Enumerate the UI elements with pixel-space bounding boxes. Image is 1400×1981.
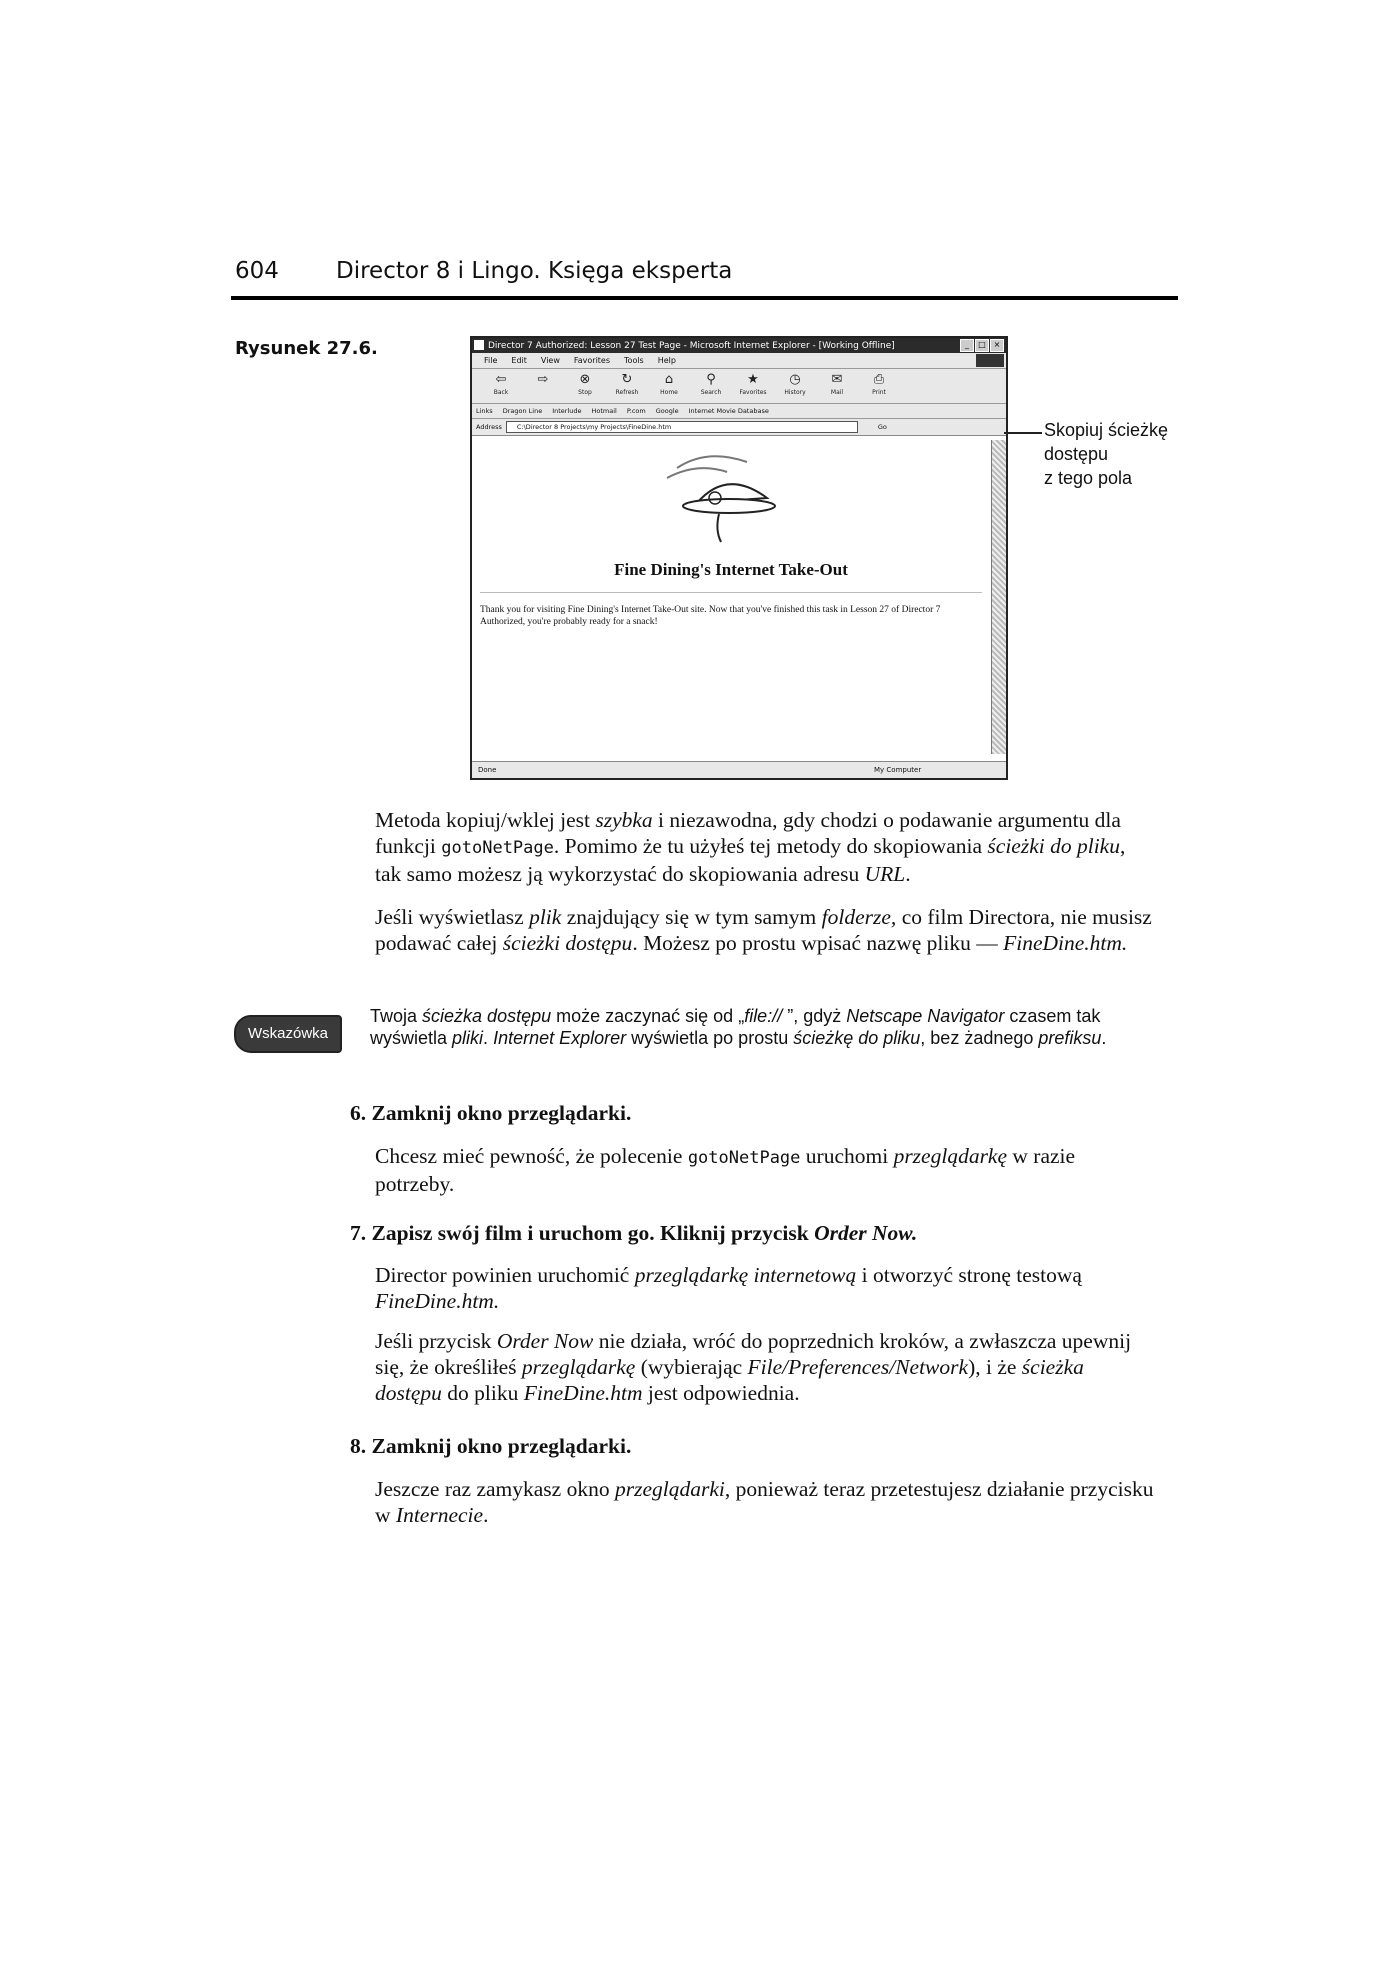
address-label: Address: [476, 423, 502, 431]
refresh-button[interactable]: ↻ Refresh: [615, 372, 639, 396]
forward-button[interactable]: [526, 369, 560, 403]
menu-view[interactable]: View: [540, 356, 560, 365]
links-label: Links: [476, 407, 493, 415]
tip-badge: Wskazówka: [234, 1015, 342, 1053]
browser-toolbar: [472, 369, 1006, 404]
windows-logo-icon: [976, 354, 1004, 367]
address-bar: [472, 419, 1006, 436]
page-divider: [480, 592, 982, 593]
links-bar: [472, 404, 1006, 419]
history-icon: ◷: [789, 372, 801, 387]
page-number: 604: [235, 258, 279, 284]
back-button[interactable]: ⇦ Back: [493, 372, 509, 396]
step-6-heading: 6. Zamknij okno przeglądarki.: [350, 1101, 632, 1125]
browser-screenshot: [470, 336, 1008, 780]
link-item[interactable]: Hotmail: [591, 407, 617, 415]
mail-icon: ✉: [831, 372, 843, 387]
search-icon: ⚲: [706, 372, 716, 387]
menu-file[interactable]: File: [484, 356, 498, 365]
link-item[interactable]: Internet Movie Database: [688, 407, 769, 415]
step-8-heading: 8. Zamknij okno przeglądarki.: [350, 1434, 632, 1458]
status-bar: [472, 761, 1006, 778]
menu-tools[interactable]: Tools: [624, 356, 644, 365]
search-button[interactable]: ⚲ Search: [700, 372, 722, 396]
mail-button[interactable]: ✉ Mail: [830, 372, 844, 396]
step-7-heading: 7. Zapisz swój film i uruchom go. Kliknij przycisk Order Now.: [350, 1221, 918, 1245]
browser-menu-bar: [472, 353, 1006, 369]
page-text: Thank you for visiting Fine Dining's Internet Take-Out site. Now that you've finished this task in Lesson 27 of Director 7 Authorized, you're probably ready for a snack!: [480, 605, 941, 627]
link-item[interactable]: Dragon Line: [502, 407, 543, 415]
paragraph-3: Chcesz mieć pewność, że polecenie gotoNetPage uruchomi przeglądarkę w razie potrzeby.: [375, 1144, 1076, 1196]
stop-icon: ⊗: [579, 372, 591, 387]
callout-text: Skopiuj ścieżkę dostępu z tego pola: [1044, 420, 1169, 488]
browser-title: Director 7 Authorized: Lesson 27 Test Page - Microsoft Internet Explorer - [Working Offline]: [488, 340, 895, 351]
maximize-icon[interactable]: □: [975, 339, 989, 352]
waiter-cloche-logo: [657, 448, 797, 548]
callout-leader: [1004, 432, 1042, 434]
forward-arrow-icon: ⇨: [537, 372, 549, 387]
print-button[interactable]: ⎙ Print: [872, 372, 886, 396]
browser-title-bar: [472, 338, 1006, 353]
window-buttons: [960, 339, 1004, 352]
home-button[interactable]: ⌂ Home: [660, 372, 678, 396]
close-icon[interactable]: ×: [990, 339, 1004, 352]
link-item[interactable]: Google: [655, 407, 679, 415]
stop-button[interactable]: ⊗ Stop: [578, 372, 592, 396]
paragraph-1: Metoda kopiuj/wklej jest szybka i niezawodna, gdy chodzi o podawanie argumentu dla funkcji gotoNetPage. Pomimo że tu użyłeś tej metody do skopiowania ścieżki do pliku, tak samo możesz ją wykorzystać do skopiowania adresu URL.: [375, 808, 1126, 886]
page-heading: Fine Dining's Internet Take-Out: [614, 560, 848, 579]
print-icon: ⎙: [873, 372, 885, 387]
paragraph-2: Jeśli wyświetlasz plik znajdujący się w tym samym folderze, co film Directora, nie musisz podawać całej ścieżki dostępu. Możesz po prostu wpisać nazwę pliku — FineDine.htm.: [375, 905, 1152, 955]
go-button[interactable]: Go: [877, 423, 887, 431]
link-item[interactable]: Interlude: [552, 407, 582, 415]
link-item[interactable]: P.com: [626, 407, 646, 415]
vertical-scrollbar[interactable]: [991, 440, 1006, 754]
status-text: Done: [478, 766, 497, 774]
header-rule: [231, 296, 1178, 300]
history-button[interactable]: ◷ History: [784, 372, 806, 396]
zone-text: My Computer: [874, 766, 922, 774]
favorites-icon: ★: [747, 372, 759, 387]
paragraph-6: Jeszcze raz zamykasz okno przeglądarki, ponieważ teraz przetestujesz działanie przycisku w Internecie.: [375, 1477, 1154, 1527]
book-title: Director 8 i Lingo. Księga eksperta: [336, 258, 733, 284]
favorites-button[interactable]: ★ Favorites: [739, 372, 767, 396]
menu-help[interactable]: Help: [657, 356, 676, 365]
page-viewport: [472, 440, 990, 754]
ie-icon: [474, 340, 484, 350]
menu-favorites[interactable]: Favorites: [573, 356, 611, 365]
menu-edit[interactable]: Edit: [511, 356, 527, 365]
tip-text: Twoja ścieżka dostępu może zaczynać się od „file:// ”, gdyż Netscape Navigator czasem tak wyświetla pliki. Internet Explorer wyświetla po prostu ścieżkę do pliku, bez żadnego prefiksu.: [370, 1006, 1107, 1048]
back-arrow-icon: ⇦: [495, 372, 507, 387]
figure-label: Rysunek 27.6.: [235, 338, 378, 359]
minimize-icon[interactable]: _: [960, 339, 974, 352]
address-field[interactable]: C:\Director 8 Projects\my Projects\FineDine.htm: [506, 421, 858, 433]
home-icon: ⌂: [664, 372, 674, 387]
paragraph-4: Director powinien uruchomić przeglądarkę internetową i otworzyć stronę testową FineDine.htm.: [375, 1263, 1082, 1313]
refresh-icon: ↻: [621, 372, 633, 387]
paragraph-5: Jeśli przycisk Order Now nie działa, wróć do poprzednich kroków, a zwłaszcza upewnij się, że określiłeś przeglądarkę (wybierając File/Preferences/Network), i że ścieżka dostępu do pliku FineDine.htm jest odpowiednia.: [375, 1329, 1132, 1405]
